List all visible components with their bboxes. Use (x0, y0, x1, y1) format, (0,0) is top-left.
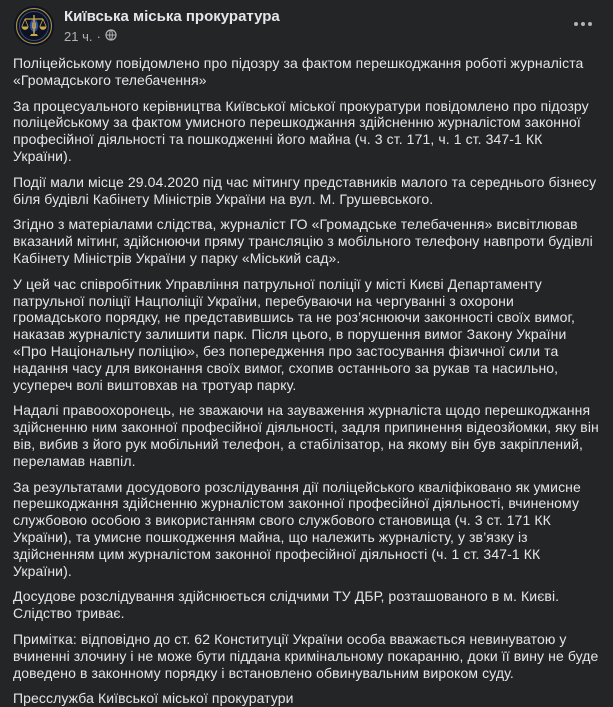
prosecutor-emblem-icon (14, 6, 54, 46)
post-body (0, 46, 613, 707)
more-options-button[interactable] (567, 12, 599, 36)
page-name-link[interactable]: Київська міська прокуратура (64, 8, 280, 25)
post-paragraph: Згідно з матеріалами слідства, журналіст ГО «Громадське телебачення» висвітлював вказаний мітинг, здійснюючи пряму трансляцію з мобільного телефону навпроти будівлі Кабінету Міністрів України у парку «Міський сад». (13, 216, 597, 266)
post-meta (64, 28, 600, 45)
post-paragraph: Поліцейському повідомлено про підозру за фактом перешкоджання роботі журналіста «Громадського телебачення» (13, 55, 588, 88)
post-paragraph: Надалі правоохоронець, не зважаючи на зауваження журналіста щодо перешкоджання здійсненню ним законної професійної діяльності, задля припинення відеозйомки, яку він вів, вибив з його рук мобільний телефон, а стабілізатор, на якому він був закріплений, переламав навпіл. (13, 402, 603, 469)
post-paragraph: За процесуального керівництва Київської міської прокуратури повідомлено про підозру поліцейському за фактом умисного перешкоджання здійсненню журналістом законної професійної діяльності та пошкодженні його майна (ч. 3 ст. 171, ч. 1 ст. 347-1 КК України). (13, 97, 593, 164)
meta-separator: · (96, 28, 101, 44)
post-paragraph: У цей час співробітник Управління патрульної поліції у місті Києві Департаменту патрульної поліції Нацполіції України, перебуваючи на чергуванні з охорони громадського порядку, не представившись та не роз’яснюючи законності своїх вимог, наказав журналісту залишити парк. Після цього, в порушення вимог Закону України «Про Національну поліцію», без попередження про застосування фізичної сили та надання часу для виконання своїх вимог, схопив останнього за рукав та насильно, усупереч волі виштовхав на тротуар парку. (13, 275, 580, 393)
post-paragraph: Досудове розслідування здійснюється слідчими ТУ ДБР, розташованого в м. Києві. Слідство триває. (13, 588, 564, 622)
post-paragraph: Примітка: відповідно до ст. 62 Конституції України особа вважається невинуватою у вчиненні злочину і не може бути піддана кримінальному покаранню, доки її вину не буде доведено в законному порядку і встановлено обвинувальним вироком суду. (13, 630, 603, 681)
post-paragraph: Пресслужба Київської міської прокуратури (13, 690, 294, 707)
globe-icon (105, 29, 117, 45)
ellipsis-icon (574, 22, 592, 26)
post-header (0, 0, 613, 46)
post-paragraph: За результатами досудового розслідування дії поліцейського кваліфіковано як умисне перешкоджання здійсненню журналістом законної професійної діяльності, вчиненому службовою особою з використанням свого службового становища (ч. 3 ст. 171 КК України), та умисне пошкодження майна, що належить журналісту, у зв’язку із здійсненням цим журналістом законної професійної діяльності (ч. 1 ст. 347-1 КК України). (13, 478, 585, 579)
page-avatar[interactable] (14, 6, 54, 46)
header-text (64, 6, 600, 45)
post-paragraph: Події мали місце 29.04.2020 під час мітингу представників малого та середнього бізнесу біля будівлі Кабінету Міністрів України на вул. М. Грушевського. (13, 173, 601, 207)
timestamp[interactable]: 21 ч. (64, 28, 93, 44)
